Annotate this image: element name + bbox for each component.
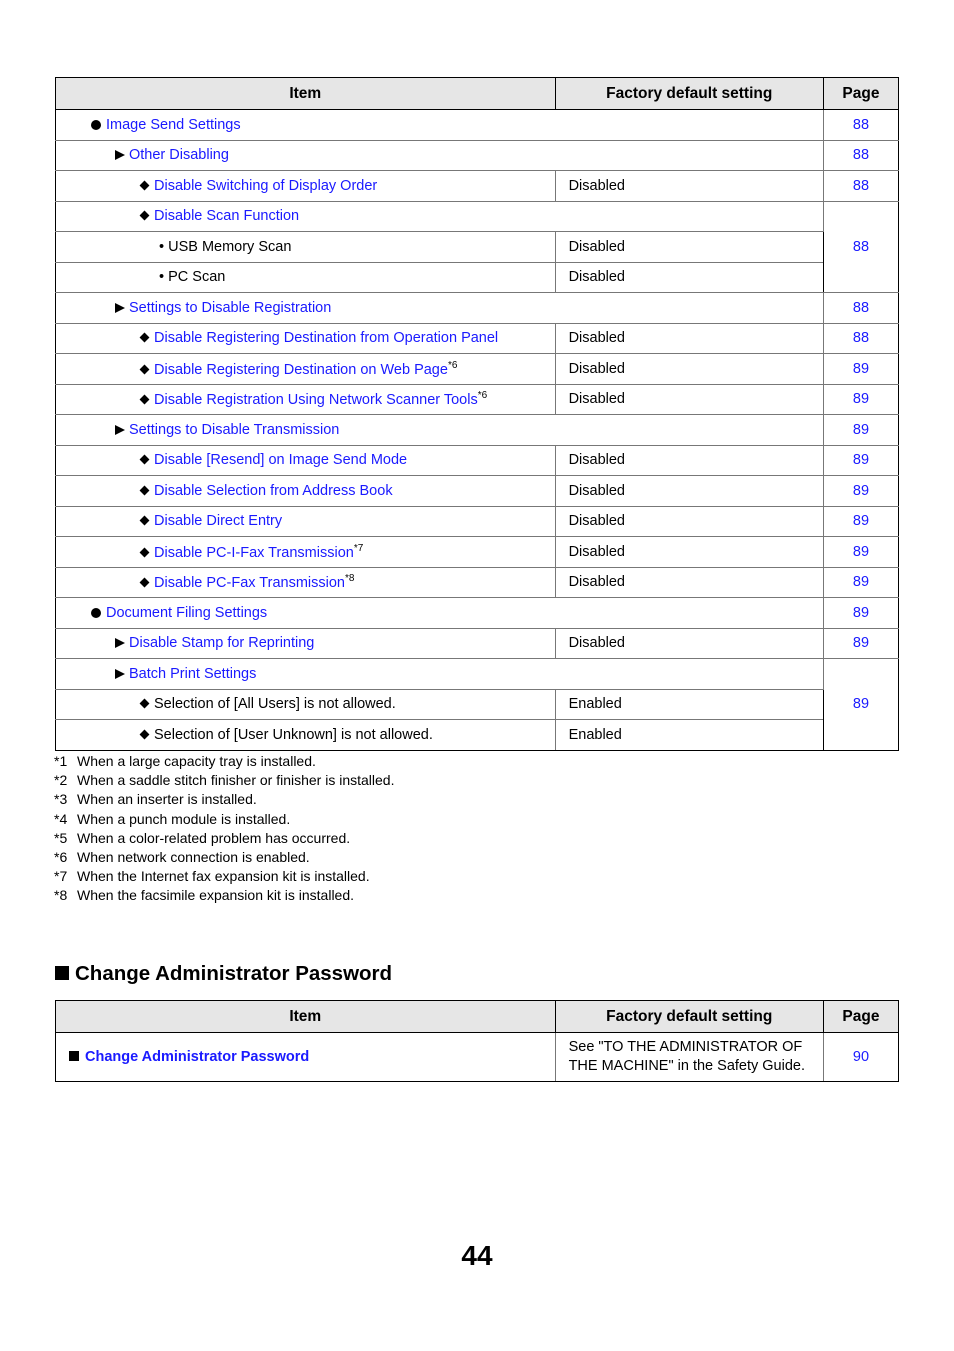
- footnote: *1 When a large capacity tray is installed.: [54, 753, 316, 769]
- page-link[interactable]: 88: [852, 238, 870, 255]
- table-row: [56, 476, 899, 507]
- admin-password-table: [55, 1000, 899, 1082]
- link-disable-reg-operation-panel[interactable]: Disable Registering Destination from Operation Panel: [154, 330, 499, 347]
- bullet-circle-icon: [91, 120, 101, 130]
- link-disable-pc-ifax[interactable]: Disable PC-I-Fax Transmission: [154, 544, 354, 561]
- table-row: [56, 293, 899, 324]
- page-link[interactable]: 89: [852, 421, 870, 438]
- default-value: Disabled: [555, 537, 823, 568]
- page-link[interactable]: 88: [852, 330, 870, 347]
- item-user-unknown: Selection of [User Unknown] is not allowed.: [154, 726, 433, 743]
- section-title: [55, 962, 392, 986]
- default-value: Disabled: [555, 384, 823, 415]
- link-document-filing-settings[interactable]: Document Filing Settings: [106, 604, 268, 621]
- table-row: [56, 323, 899, 354]
- link-change-admin-password[interactable]: Change Administrator Password: [85, 1049, 310, 1065]
- default-value: Enabled: [555, 720, 823, 751]
- link-disable-direct-entry[interactable]: Disable Direct Entry: [154, 513, 283, 530]
- link-settings-disable-transmission[interactable]: Settings to Disable Transmission: [129, 421, 340, 438]
- diamond-bullet-icon: [140, 516, 150, 526]
- default-value: Disabled: [555, 506, 823, 537]
- table-row: [56, 537, 899, 568]
- table-row: [56, 1033, 899, 1082]
- table-row: [56, 720, 899, 751]
- table-row: [56, 598, 899, 629]
- triangle-bullet-icon: [115, 150, 125, 160]
- header-default: Factory default setting: [555, 78, 823, 110]
- default-value: Disabled: [555, 476, 823, 507]
- diamond-bullet-icon: [140, 485, 150, 495]
- triangle-bullet-icon: [115, 638, 125, 648]
- table-row: [56, 567, 899, 598]
- default-value: Disabled: [555, 232, 823, 263]
- table-row: [56, 628, 899, 659]
- footnote-ref: *8: [344, 573, 355, 585]
- diamond-bullet-icon: [140, 578, 150, 588]
- square-bullet-icon: [69, 1051, 79, 1061]
- triangle-bullet-icon: [115, 303, 125, 313]
- square-bullet-icon: [55, 966, 69, 980]
- table-row: [56, 659, 899, 690]
- table-row: [56, 110, 899, 141]
- default-value: Disabled: [555, 354, 823, 385]
- diamond-bullet-icon: [140, 211, 150, 221]
- diamond-bullet-icon: [140, 364, 150, 374]
- footnote-ref: *7: [353, 542, 364, 554]
- table-header-row: [56, 78, 899, 110]
- page-link[interactable]: 89: [852, 360, 870, 377]
- bullet-circle-icon: [91, 608, 101, 618]
- page-link[interactable]: 88: [852, 147, 870, 164]
- page-number: 44: [461, 1240, 493, 1271]
- page-link[interactable]: 89: [852, 482, 870, 499]
- page-link[interactable]: 89: [852, 696, 870, 713]
- table-row: [56, 506, 899, 537]
- link-settings-disable-registration[interactable]: Settings to Disable Registration: [129, 299, 332, 316]
- diamond-bullet-icon: [140, 395, 150, 405]
- table-row: [56, 262, 899, 293]
- settings-table: [55, 77, 899, 751]
- link-disable-stamp-reprinting[interactable]: Disable Stamp for Reprinting: [129, 635, 315, 652]
- footnote: *7 When the Internet fax expansion kit is installed.: [54, 868, 370, 885]
- link-disable-reg-web-page[interactable]: Disable Registering Destination on Web Page: [154, 361, 448, 378]
- default-value: Enabled: [555, 689, 823, 720]
- footnote: *2 When a saddle stitch finisher or finisher is installed.: [54, 772, 395, 789]
- default-value: Disabled: [555, 628, 823, 659]
- table-header-row: [56, 1001, 899, 1033]
- link-disable-scan-function[interactable]: Disable Scan Function: [154, 208, 300, 225]
- table-row: [56, 140, 899, 171]
- page-link[interactable]: 89: [852, 574, 870, 591]
- diamond-bullet-icon: [140, 547, 150, 557]
- footnote: *4 When a punch module is installed.: [54, 810, 291, 827]
- page-link[interactable]: 88: [852, 299, 870, 316]
- table-row: [56, 384, 899, 415]
- page-link[interactable]: 89: [852, 543, 870, 560]
- default-value: Disabled: [555, 171, 823, 202]
- footnote: *6 When network connection is enabled.: [54, 849, 310, 866]
- header-item: Item: [56, 78, 556, 110]
- triangle-bullet-icon: [115, 425, 125, 435]
- table-row: [56, 445, 899, 476]
- diamond-bullet-icon: [140, 699, 150, 709]
- triangle-bullet-icon: [115, 669, 125, 679]
- footnote-ref: *6: [477, 390, 488, 402]
- table-row: [56, 232, 899, 263]
- link-disable-reg-network-scanner[interactable]: Disable Registration Using Network Scanner Tools: [154, 392, 478, 409]
- table-row: [56, 354, 899, 385]
- section-title-text: Change Administrator Password: [75, 962, 393, 985]
- item-pc-scan: • PC Scan: [56, 262, 556, 293]
- default-value: See "TO THE ADMINISTRATOR OF THE MACHINE" in the Safety Guide.: [555, 1033, 823, 1082]
- diamond-bullet-icon: [140, 333, 150, 343]
- table-row: [56, 689, 899, 720]
- item-all-users: Selection of [All Users] is not allowed.: [154, 696, 396, 713]
- link-batch-print-settings[interactable]: Batch Print Settings: [129, 665, 257, 682]
- footnote: *5 When a color-related problem has occurred.: [54, 829, 351, 846]
- default-value: Disabled: [555, 323, 823, 354]
- link-image-send-settings[interactable]: Image Send Settings: [106, 116, 241, 133]
- footnote: *8 When the facsimile expansion kit is installed.: [54, 887, 355, 904]
- diamond-bullet-icon: [140, 180, 150, 190]
- page-link[interactable]: 88: [852, 177, 870, 194]
- default-value: Disabled: [555, 445, 823, 476]
- default-value: Disabled: [555, 567, 823, 598]
- item-usb-memory-scan: • USB Memory Scan: [56, 232, 556, 263]
- header-item: Item: [56, 1001, 556, 1033]
- link-disable-pc-fax[interactable]: Disable PC-Fax Transmission: [154, 575, 345, 592]
- footnotes: [54, 752, 394, 906]
- link-disable-resend[interactable]: Disable [Resend] on Image Send Mode: [154, 452, 408, 469]
- page-link[interactable]: 90: [852, 1049, 870, 1065]
- page-link[interactable]: 89: [852, 391, 870, 408]
- page-link[interactable]: 89: [852, 604, 870, 621]
- default-value: Disabled: [555, 262, 823, 293]
- link-disable-switching-display-order[interactable]: Disable Switching of Display Order: [154, 177, 378, 194]
- diamond-bullet-icon: [140, 729, 150, 739]
- link-disable-address-book[interactable]: Disable Selection from Address Book: [154, 482, 393, 499]
- page-link[interactable]: 89: [852, 452, 870, 469]
- diamond-bullet-icon: [140, 455, 150, 465]
- page-link[interactable]: 89: [852, 635, 870, 652]
- table-row: [56, 201, 899, 232]
- page-link[interactable]: 88: [852, 116, 870, 133]
- header-default: Factory default setting: [555, 1001, 823, 1033]
- table-row: [56, 171, 899, 202]
- header-page: Page: [823, 78, 898, 110]
- table-row: [56, 415, 899, 446]
- footnote-ref: *6: [447, 359, 458, 371]
- header-page: Page: [823, 1001, 898, 1033]
- page-link[interactable]: 89: [852, 513, 870, 530]
- link-other-disabling[interactable]: Other Disabling: [129, 147, 229, 164]
- footnote: *3 When an inserter is installed.: [54, 791, 257, 808]
